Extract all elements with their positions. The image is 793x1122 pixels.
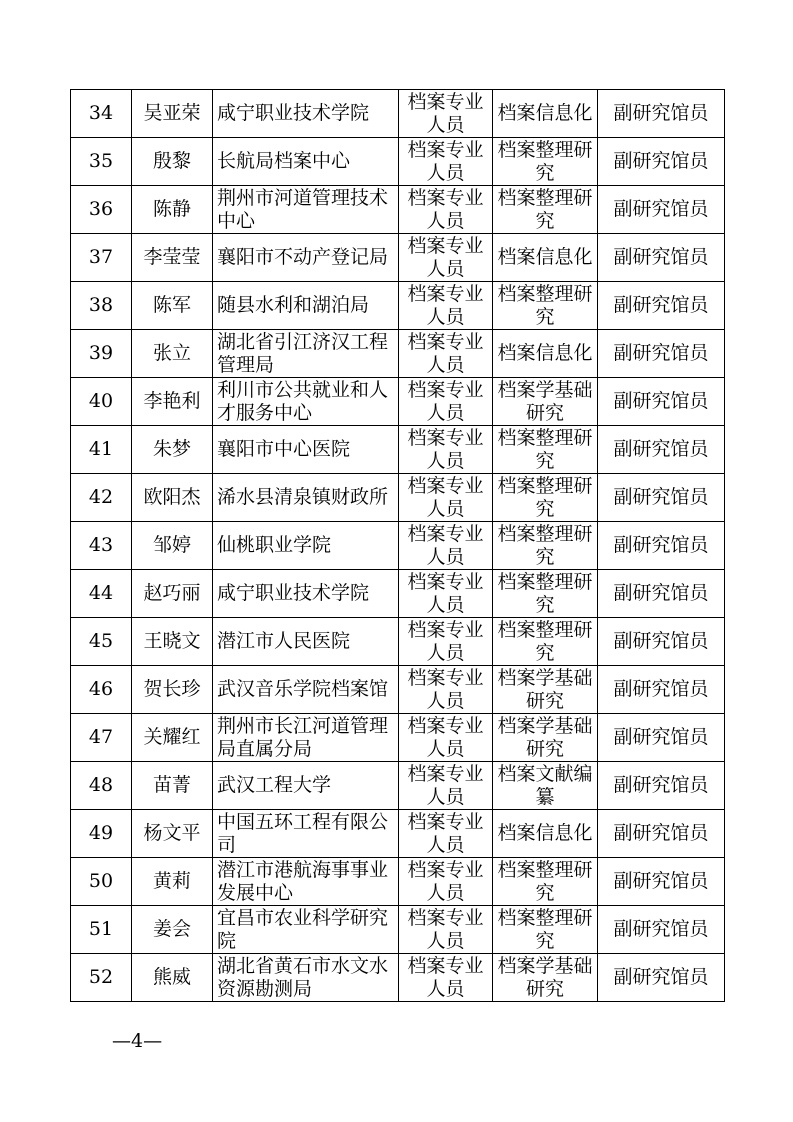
specialty-cell: 档案文献编纂 bbox=[493, 762, 598, 810]
category-cell: 档案专业人员 bbox=[399, 810, 493, 858]
specialty-cell: 档案整理研究 bbox=[493, 138, 598, 186]
organization-cell: 浠水县清泉镇财政所 bbox=[213, 474, 399, 522]
organization-cell: 仙桃职业学院 bbox=[213, 522, 399, 570]
organization-cell: 荆州市河道管理技术中心 bbox=[213, 186, 399, 234]
job-title-cell: 副研究馆员 bbox=[598, 954, 725, 1002]
specialty-cell: 档案学基础研究 bbox=[493, 954, 598, 1002]
job-title-cell: 副研究馆员 bbox=[598, 90, 725, 138]
category-cell: 档案专业人员 bbox=[399, 186, 493, 234]
specialty-cell: 档案学基础研究 bbox=[493, 378, 598, 426]
job-title-cell: 副研究馆员 bbox=[598, 282, 725, 330]
page-number: —4— bbox=[112, 1030, 163, 1052]
person-name-cell: 黄莉 bbox=[132, 858, 213, 906]
category-cell: 档案专业人员 bbox=[399, 90, 493, 138]
category-cell: 档案专业人员 bbox=[399, 378, 493, 426]
job-title-cell: 副研究馆员 bbox=[598, 570, 725, 618]
job-title-cell: 副研究馆员 bbox=[598, 474, 725, 522]
organization-cell: 随县水利和湖泊局 bbox=[213, 282, 399, 330]
row-number-cell: 45 bbox=[71, 618, 132, 666]
job-title-cell: 副研究馆员 bbox=[598, 666, 725, 714]
table-row bbox=[71, 522, 725, 570]
row-number-cell: 43 bbox=[71, 522, 132, 570]
specialty-cell: 档案学基础研究 bbox=[493, 666, 598, 714]
table-row bbox=[71, 810, 725, 858]
table-row bbox=[71, 426, 725, 474]
job-title-cell: 副研究馆员 bbox=[598, 906, 725, 954]
specialty-cell: 档案信息化 bbox=[493, 234, 598, 282]
category-cell: 档案专业人员 bbox=[399, 330, 493, 378]
table-row bbox=[71, 618, 725, 666]
row-number-cell: 50 bbox=[71, 858, 132, 906]
table-row bbox=[71, 666, 725, 714]
job-title-cell: 副研究馆员 bbox=[598, 810, 725, 858]
specialty-cell: 档案整理研究 bbox=[493, 474, 598, 522]
table-row bbox=[71, 474, 725, 522]
row-number-cell: 44 bbox=[71, 570, 132, 618]
row-number-cell: 36 bbox=[71, 186, 132, 234]
table-row bbox=[71, 186, 725, 234]
organization-cell: 荆州市长江河道管理局直属分局 bbox=[213, 714, 399, 762]
row-number-cell: 51 bbox=[71, 906, 132, 954]
person-name-cell: 姜会 bbox=[132, 906, 213, 954]
table-row bbox=[71, 378, 725, 426]
specialty-cell: 档案整理研究 bbox=[493, 522, 598, 570]
organization-cell: 潜江市人民医院 bbox=[213, 618, 399, 666]
person-name-cell: 王晓文 bbox=[132, 618, 213, 666]
table-row bbox=[71, 906, 725, 954]
job-title-cell: 副研究馆员 bbox=[598, 234, 725, 282]
person-name-cell: 张立 bbox=[132, 330, 213, 378]
person-name-cell: 赵巧丽 bbox=[132, 570, 213, 618]
job-title-cell: 副研究馆员 bbox=[598, 426, 725, 474]
category-cell: 档案专业人员 bbox=[399, 522, 493, 570]
specialty-cell: 档案信息化 bbox=[493, 810, 598, 858]
row-number-cell: 48 bbox=[71, 762, 132, 810]
row-number-cell: 35 bbox=[71, 138, 132, 186]
table-row bbox=[71, 714, 725, 762]
table-row bbox=[71, 954, 725, 1002]
category-cell: 档案专业人员 bbox=[399, 666, 493, 714]
specialty-cell: 档案信息化 bbox=[493, 90, 598, 138]
job-title-cell: 副研究馆员 bbox=[598, 618, 725, 666]
row-number-cell: 34 bbox=[71, 90, 132, 138]
person-name-cell: 杨文平 bbox=[132, 810, 213, 858]
specialty-cell: 档案整理研究 bbox=[493, 858, 598, 906]
person-name-cell: 欧阳杰 bbox=[132, 474, 213, 522]
row-number-cell: 39 bbox=[71, 330, 132, 378]
row-number-cell: 37 bbox=[71, 234, 132, 282]
organization-cell: 利川市公共就业和人才服务中心 bbox=[213, 378, 399, 426]
job-title-cell: 副研究馆员 bbox=[598, 330, 725, 378]
organization-cell: 长航局档案中心 bbox=[213, 138, 399, 186]
organization-cell: 襄阳市不动产登记局 bbox=[213, 234, 399, 282]
table-row bbox=[71, 138, 725, 186]
category-cell: 档案专业人员 bbox=[399, 906, 493, 954]
job-title-cell: 副研究馆员 bbox=[598, 138, 725, 186]
table-row bbox=[71, 282, 725, 330]
row-number-cell: 46 bbox=[71, 666, 132, 714]
category-cell: 档案专业人员 bbox=[399, 762, 493, 810]
table-row bbox=[71, 234, 725, 282]
job-title-cell: 副研究馆员 bbox=[598, 522, 725, 570]
person-name-cell: 李莹莹 bbox=[132, 234, 213, 282]
category-cell: 档案专业人员 bbox=[399, 858, 493, 906]
specialty-cell: 档案整理研究 bbox=[493, 618, 598, 666]
roster-table bbox=[70, 89, 725, 1002]
job-title-cell: 副研究馆员 bbox=[598, 714, 725, 762]
category-cell: 档案专业人员 bbox=[399, 714, 493, 762]
table-row bbox=[71, 570, 725, 618]
category-cell: 档案专业人员 bbox=[399, 234, 493, 282]
person-name-cell: 陈静 bbox=[132, 186, 213, 234]
category-cell: 档案专业人员 bbox=[399, 426, 493, 474]
person-name-cell: 吴亚荣 bbox=[132, 90, 213, 138]
row-number-cell: 52 bbox=[71, 954, 132, 1002]
specialty-cell: 档案整理研究 bbox=[493, 426, 598, 474]
specialty-cell: 档案整理研究 bbox=[493, 906, 598, 954]
person-name-cell: 熊威 bbox=[132, 954, 213, 1002]
person-name-cell: 邹婷 bbox=[132, 522, 213, 570]
row-number-cell: 49 bbox=[71, 810, 132, 858]
category-cell: 档案专业人员 bbox=[399, 618, 493, 666]
row-number-cell: 38 bbox=[71, 282, 132, 330]
row-number-cell: 42 bbox=[71, 474, 132, 522]
organization-cell: 咸宁职业技术学院 bbox=[213, 90, 399, 138]
person-name-cell: 关耀红 bbox=[132, 714, 213, 762]
organization-cell: 潜江市港航海事事业发展中心 bbox=[213, 858, 399, 906]
organization-cell: 中国五环工程有限公司 bbox=[213, 810, 399, 858]
row-number-cell: 41 bbox=[71, 426, 132, 474]
organization-cell: 武汉工程大学 bbox=[213, 762, 399, 810]
table-row bbox=[71, 858, 725, 906]
table-row bbox=[71, 330, 725, 378]
job-title-cell: 副研究馆员 bbox=[598, 762, 725, 810]
specialty-cell: 档案整理研究 bbox=[493, 570, 598, 618]
person-name-cell: 朱梦 bbox=[132, 426, 213, 474]
organization-cell: 湖北省引江济汉工程管理局 bbox=[213, 330, 399, 378]
specialty-cell: 档案整理研究 bbox=[493, 186, 598, 234]
roster-table-body bbox=[71, 90, 725, 1002]
row-number-cell: 40 bbox=[71, 378, 132, 426]
person-name-cell: 李艳利 bbox=[132, 378, 213, 426]
job-title-cell: 副研究馆员 bbox=[598, 186, 725, 234]
table-row bbox=[71, 90, 725, 138]
row-number-cell: 47 bbox=[71, 714, 132, 762]
person-name-cell: 贺长珍 bbox=[132, 666, 213, 714]
specialty-cell: 档案学基础研究 bbox=[493, 714, 598, 762]
job-title-cell: 副研究馆员 bbox=[598, 858, 725, 906]
job-title-cell: 副研究馆员 bbox=[598, 378, 725, 426]
person-name-cell: 陈军 bbox=[132, 282, 213, 330]
specialty-cell: 档案整理研究 bbox=[493, 282, 598, 330]
specialty-cell: 档案信息化 bbox=[493, 330, 598, 378]
person-name-cell: 殷黎 bbox=[132, 138, 213, 186]
organization-cell: 湖北省黄石市水文水资源勘测局 bbox=[213, 954, 399, 1002]
organization-cell: 襄阳市中心医院 bbox=[213, 426, 399, 474]
category-cell: 档案专业人员 bbox=[399, 474, 493, 522]
table-row bbox=[71, 762, 725, 810]
category-cell: 档案专业人员 bbox=[399, 954, 493, 1002]
category-cell: 档案专业人员 bbox=[399, 570, 493, 618]
person-name-cell: 苗菁 bbox=[132, 762, 213, 810]
category-cell: 档案专业人员 bbox=[399, 138, 493, 186]
organization-cell: 宜昌市农业科学研究院 bbox=[213, 906, 399, 954]
organization-cell: 武汉音乐学院档案馆 bbox=[213, 666, 399, 714]
category-cell: 档案专业人员 bbox=[399, 282, 493, 330]
organization-cell: 咸宁职业技术学院 bbox=[213, 570, 399, 618]
